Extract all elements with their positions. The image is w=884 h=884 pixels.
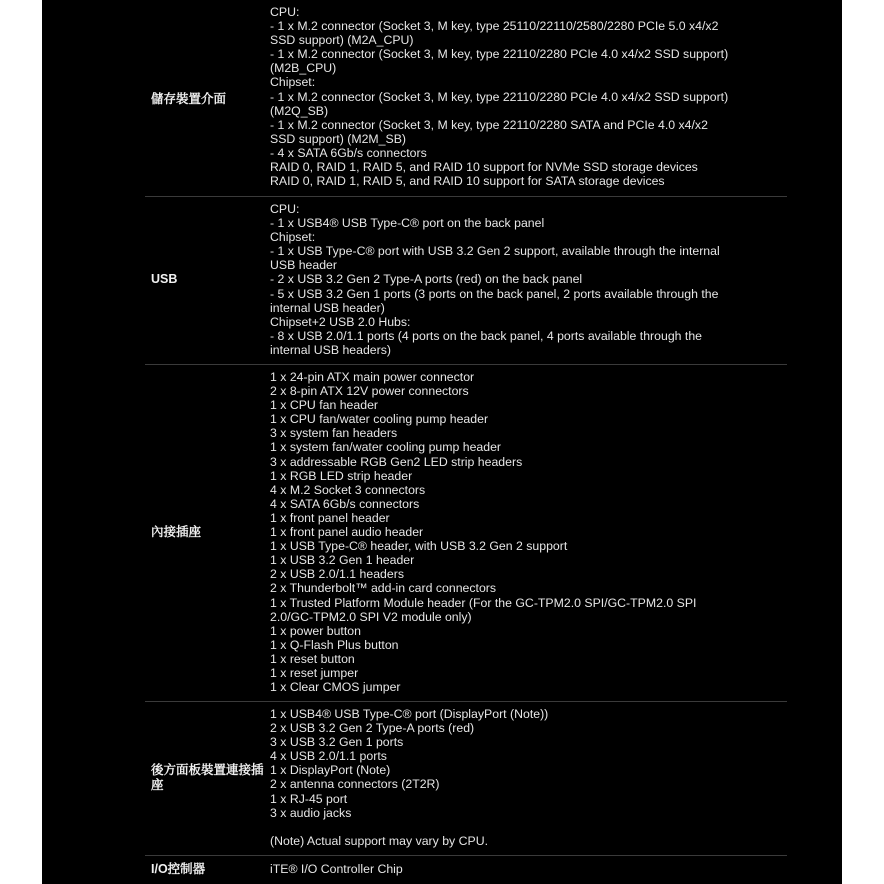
spec-line: Chipset+2 USB 2.0 Hubs: (270, 314, 411, 329)
spec-line: Chipset: (270, 75, 316, 90)
spec-line: internal USB headers) (270, 342, 391, 357)
spec-label: 內接插座 (151, 525, 202, 539)
spec-label: USB (151, 272, 178, 286)
spec-line: 4 x SATA 6Gb/s connectors (270, 496, 420, 511)
spec-line: 1 x RJ-45 port (270, 791, 348, 806)
spec-row-back-panel (145, 702, 787, 856)
spec-line: 3 x audio jacks (270, 805, 352, 820)
spec-row-internal-connectors (145, 365, 787, 702)
spec-label: I/O控制器 (151, 862, 206, 876)
spec-line: (M2Q_SB) (270, 103, 329, 118)
spec-line: 3 x system fan headers (270, 426, 398, 441)
spec-line: iTE® I/O Controller Chip (270, 862, 403, 876)
spec-line: 3 x addressable RGB Gen2 LED strip headers (270, 454, 523, 469)
spec-line: 2.0/GC-TPM2.0 SPI V2 module only) (270, 609, 472, 624)
spec-line: 1 x reset jumper (270, 665, 359, 680)
spec-value (270, 707, 740, 848)
spec-line: - 8 x USB 2.0/1.1 ports (4 ports on the back panel, 4 ports available through the (270, 328, 703, 343)
spec-line: 1 x DisplayPort (Note) (270, 763, 391, 778)
spec-line: CPU: (270, 5, 300, 19)
spec-line: 1 x front panel header (270, 510, 390, 525)
spec-line: (M2B_CPU) (270, 61, 337, 76)
spec-line: (Note) Actual support may vary by CPU. (270, 833, 489, 848)
spec-line: 4 x USB 2.0/1.1 ports (270, 749, 387, 764)
spec-line: - 1 x M.2 connector (Socket 3, M key, type 22110/2280 PCIe 4.0 x4/x2 SSD support) (270, 47, 729, 62)
spec-line: 1 x CPU fan header (270, 398, 379, 413)
spec-line: 1 x USB Type-C® header, with USB 3.2 Gen 2 support (270, 539, 568, 554)
spec-line: 2 x 8-pin ATX 12V power connectors (270, 384, 469, 399)
spec-line: SSD support) (M2M_SB) (270, 131, 406, 146)
spec-label: 儲存裝置介面 (151, 92, 227, 106)
spec-row-usb (145, 197, 787, 365)
spec-line: 1 x system fan/water cooling pump header (270, 440, 502, 455)
spec-table (42, 0, 842, 884)
spec-line: - 1 x M.2 connector (Socket 3, M key, type 22110/2280 PCIe 4.0 x4/x2 SSD support) (270, 89, 729, 104)
spec-line: 1 x power button (270, 623, 361, 638)
spec-line: - 1 x M.2 connector (Socket 3, M key, type 22110/2280 SATA and PCIe 4.0 x4/x2 (270, 117, 708, 132)
spec-line: USB header (270, 258, 337, 273)
spec-value (270, 370, 740, 694)
spec-line: - 2 x USB 3.2 Gen 2 Type-A ports (red) on the back panel (270, 272, 583, 287)
spec-line: 4 x M.2 Socket 3 connectors (270, 482, 426, 497)
spec-line: CPU: (270, 202, 300, 216)
spec-label: 後方面板裝置連接插座 (151, 763, 264, 792)
spec-line: 1 x RGB LED strip header (270, 468, 413, 483)
spec-line: - 1 x USB Type-C® port with USB 3.2 Gen 2 support, available through the internal (270, 244, 720, 259)
spec-line: - 1 x USB4® USB Type-C® port on the back panel (270, 216, 545, 231)
spec-line: 1 x Trusted Platform Module header (For the GC-TPM2.0 SPI/GC-TPM2.0 SPI (270, 595, 697, 610)
spec-line: 1 x USB 3.2 Gen 1 header (270, 553, 415, 568)
spec-line: - 4 x SATA 6Gb/s connectors (270, 145, 427, 160)
spec-line: 1 x Clear CMOS jumper (270, 680, 401, 695)
spec-line: SSD support) (M2A_CPU) (270, 33, 414, 48)
spec-line: RAID 0, RAID 1, RAID 5, and RAID 10 support for SATA storage devices (270, 174, 665, 189)
spec-line: internal USB header) (270, 300, 385, 315)
spec-line: 2 x Thunderbolt™ add-in card connectors (270, 581, 497, 596)
spec-line: - 1 x M.2 connector (Socket 3, M key, type 25110/22110/2580/2280 PCIe 5.0 x4/x2 (270, 19, 719, 34)
spec-line: 1 x front panel audio header (270, 525, 424, 540)
spec-line: 1 x Q-Flash Plus button (270, 637, 399, 652)
spec-line: RAID 0, RAID 1, RAID 5, and RAID 10 support for NVMe SSD storage devices (270, 160, 698, 175)
spec-line: 1 x reset button (270, 651, 355, 666)
spec-line (270, 820, 740, 834)
spec-value (270, 202, 740, 357)
spec-line: - 5 x USB 3.2 Gen 1 ports (3 ports on the back panel, 2 ports available through the (270, 286, 719, 301)
spec-row-io-controller (145, 856, 787, 884)
spec-line: Chipset: (270, 230, 316, 245)
spec-line: 1 x USB4® USB Type-C® port (DisplayPort (Note)) (270, 707, 549, 721)
spec-line: 1 x 24-pin ATX main power connector (270, 370, 475, 384)
spec-line: 3 x USB 3.2 Gen 1 ports (270, 735, 404, 750)
spec-line: 2 x antenna connectors (2T2R) (270, 777, 440, 792)
spec-value (270, 862, 740, 877)
spec-line: 1 x CPU fan/water cooling pump header (270, 412, 489, 427)
spec-line: 2 x USB 2.0/1.1 headers (270, 567, 404, 582)
spec-row-storage (145, 0, 787, 197)
spec-value (270, 5, 740, 188)
spec-line: 2 x USB 3.2 Gen 2 Type-A ports (red) (270, 721, 475, 736)
